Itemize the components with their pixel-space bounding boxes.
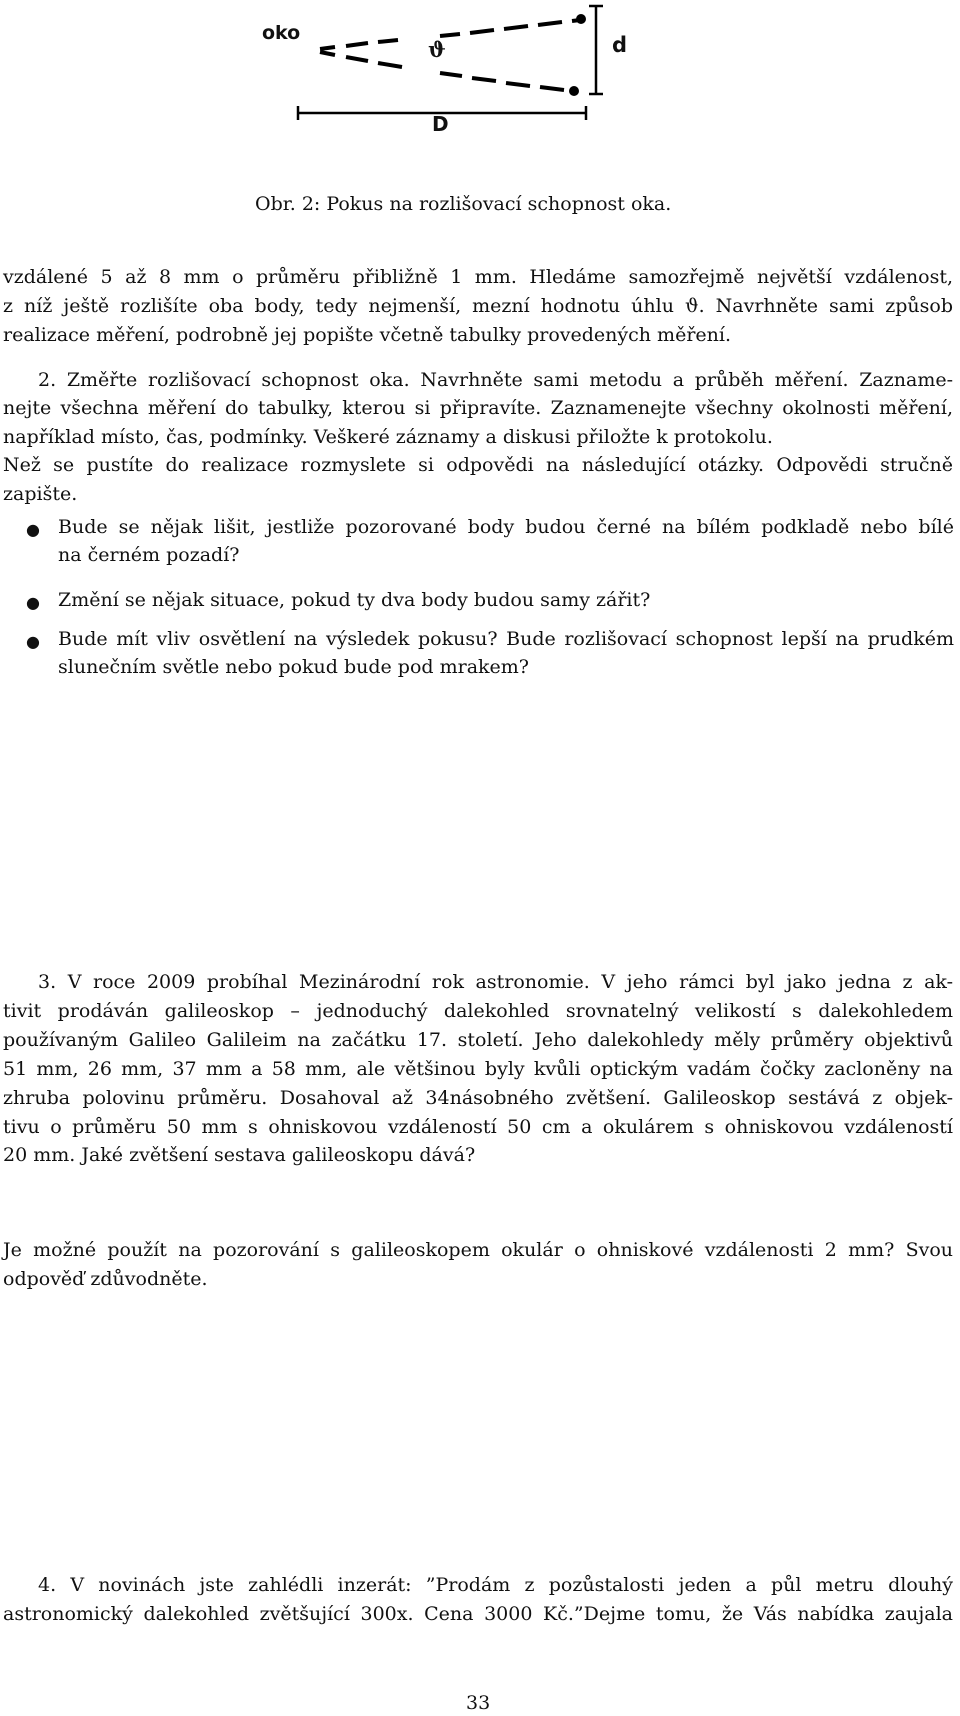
figure-caption: Obr. 2: Pokus na rozlišovací schopnost oka. — [255, 193, 672, 215]
task3-line: tivu o průměru 50 mm s ohniskovou vzdáleností 50 cm a okulárem s ohniskovou vzdáleností — [3, 1116, 953, 1138]
angle-label: ϑ — [428, 37, 446, 62]
bullet-dot: ● — [26, 593, 40, 612]
task3-line: používaným Galileo Galileim na začátku 17. století. Jeho dalekohledy měly průměry objektivů — [3, 1029, 953, 1051]
bullet-dot: ● — [26, 520, 40, 539]
task3-line: tivit prodáván galileoskop – jednoduchý dalekohled srovnatelný velikostí s dalekohledem — [3, 1000, 953, 1022]
para1-line: vzdálené 5 až 8 mm o průměru přibližně 1 mm. Hledáme samozřejmě největší vzdálenost, — [3, 266, 953, 288]
task3-line: 3. V roce 2009 probíhal Mezinárodní rok astronomie. V jeho rámci byl jako jedna z ak- — [38, 971, 953, 993]
para1-line: z níž ještě rozlišíte oba body, tedy nejmenší, mezní hodnotu úhlu ϑ. Navrhněte sami způsob — [3, 295, 953, 317]
bullet-item: Změní se nějak situace, pokud ty dva body budou samy zářit? — [58, 589, 651, 611]
d-label: d — [612, 33, 628, 57]
task2-line: Než se pustíte do realizace rozmyslete si odpovědi na následující otázky. Odpovědi stručně — [3, 454, 953, 476]
task2-line: 2. Změřte rozlišovací schopnost oka. Navrhněte sami metodu a průběh měření. Zazname- — [38, 369, 953, 391]
point-lower — [569, 86, 579, 96]
task4-line: astronomický dalekohled zvětšující 300x. Cena 3000 Kč.”Dejme tomu, že Vás nabídka zaujala — [3, 1603, 953, 1625]
task2-line: nejte všechna měření do tabulky, kterou si připravíte. Zaznamenejte všechny okolnosti měření, — [3, 397, 953, 419]
para1-line: realizace měření, podrobně jej popište včetně tabulky provedených měření. — [3, 324, 731, 346]
task3-line: 20 mm. Jaké zvětšení sestava galileoskopu dává? — [3, 1144, 476, 1166]
eye-label: oko — [262, 22, 301, 44]
task2-line: například místo, čas, podmínky. Veškeré záznamy a diskusi přiložte k protokolu. — [3, 426, 773, 448]
question-line: odpověď zdůvodněte. — [3, 1268, 208, 1290]
bullet-item: slunečním světle nebo pokud bude pod mrakem? — [58, 656, 529, 678]
resolution-diagram — [290, 0, 670, 140]
bullet-dot: ● — [26, 632, 40, 651]
task3-line: 51 mm, 26 mm, 37 mm a 58 mm, ale většinou byly kvůli optickým vadám čočky zacloněny na — [3, 1058, 953, 1080]
task3-line: zhruba polovinu průměru. Dosahoval až 34násobného zvětšení. Galileoskop sestává z objek- — [3, 1087, 953, 1109]
bullet-item: na černém pozadí? — [58, 544, 240, 566]
task4-line: 4. V novinách jste zahlédli inzerát: ”Prodám z pozůstalosti jeden a půl metru dlouhý — [38, 1574, 953, 1596]
upper-ray — [320, 20, 580, 49]
page-number: 33 — [466, 1692, 491, 1714]
bullet-item: Bude se nějak lišit, jestliže pozorované body budou černé na bílém podkladě nebo bílé — [58, 516, 954, 538]
question-line: Je možné použít na pozorování s galileoskopem okulár o ohniskové vzdálenosti 2 mm? Svou — [3, 1239, 953, 1261]
D-label: D — [432, 112, 449, 136]
resolution-figure — [262, 0, 670, 140]
point-upper — [576, 14, 586, 24]
task2-line: zapište. — [3, 483, 78, 505]
bullet-item: Bude mít vliv osvětlení na výsledek pokusu? Bude rozlišovací schopnost lepší na prudkém — [58, 628, 954, 650]
